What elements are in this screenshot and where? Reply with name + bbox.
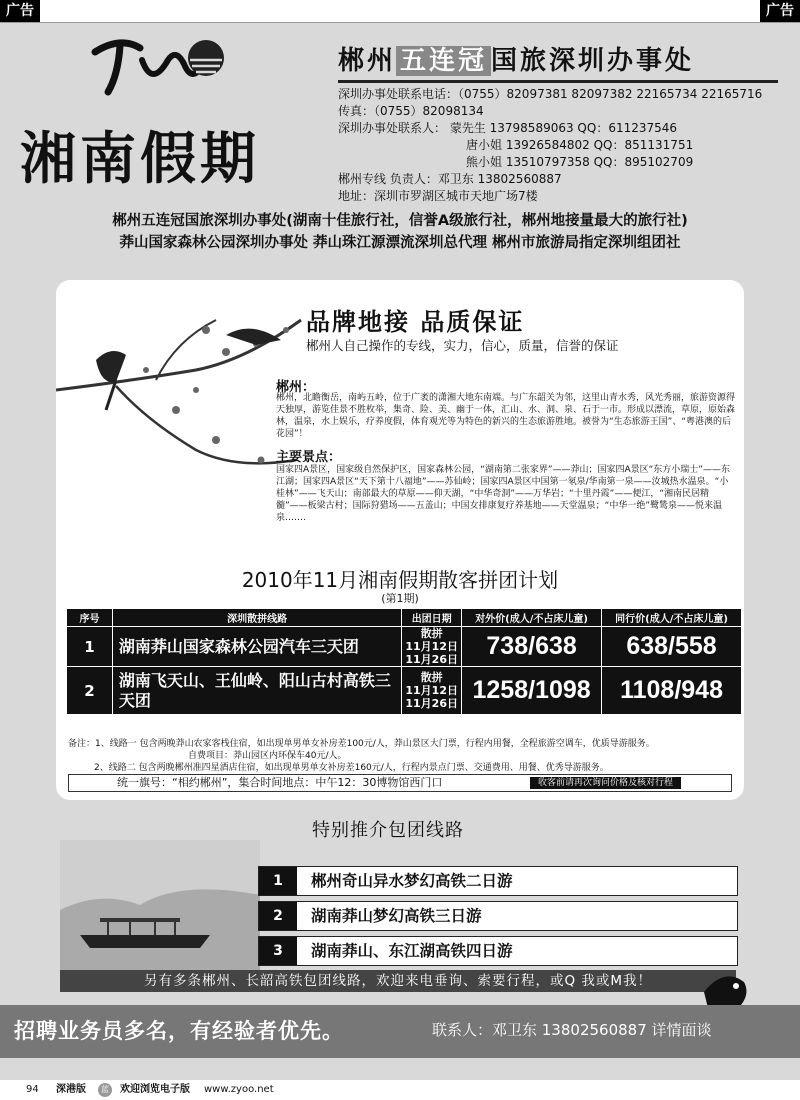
section-body-spots: 国家四A景区，国家级自然保护区，国家森林公园，“湖南第二张家界”——莽山；国家四A景区“东方小瑞士”——东江湖；国家四A景区“天下第十八福地”——苏仙岭；国家四A景区中国第一氡泉/华南第一泉——汝城热水温泉。“小桂林”——飞天山；南部最大的草原——仰天湖，“中华奇洞”——万华岩；“十里丹霞”——便江，“湘南民居精髓”——板梁古村；国际狩猎场——五盖山；中国女排康复疗养基地——天堂温泉；“中华一绝”鹭鸶泉——悦来温泉…….: [276, 465, 730, 523]
boat-scene-icon: [60, 840, 260, 970]
rally-text: 统一旗号：“相约郴州”，集合时间地点：中午12：30博物馆西门口: [117, 776, 443, 789]
col-header: 出团日期: [402, 609, 462, 627]
package-item: [258, 936, 738, 966]
slogan-sub: 郴州人自己操作的专线，实力，信心，质量，信誉的保证: [306, 338, 619, 353]
special-line: 郴州专线 负责人：邓卫东 13802560887: [338, 172, 562, 186]
contact-line: 唐小姐 13926584802 QQ：851131751: [466, 138, 694, 152]
office-title-highlight: 五连冠: [396, 46, 491, 76]
main-card: [56, 280, 744, 800]
peer-price: 1108/948: [602, 667, 742, 715]
fax-line: 传真：（0755）82098134: [338, 104, 484, 118]
plum-branch-icon: [56, 300, 306, 500]
notes: [68, 738, 738, 774]
recruit-headline: 招聘业务员多名，有经验者优先。: [14, 1019, 344, 1043]
package-name: 湖南莽山、东江湖高铁四日游: [311, 942, 513, 960]
footer: [0, 1080, 800, 1100]
phone-line: 深圳办事处联系电话：（0755）82097381 82097382 22165734 22165716: [338, 87, 763, 101]
intro-line: 郴州五连冠国旅深圳办事处(湖南十佳旅行社，信誉A级旅行社，郴州地接量最大的旅行社): [112, 213, 688, 229]
public-price: 738/638: [462, 627, 602, 667]
recruit-bar: [0, 1005, 800, 1058]
col-header: 序号: [67, 609, 113, 627]
route-name: 湖南飞天山、王仙岭、阳山古村高铁三天团: [112, 667, 401, 715]
package-item: [258, 901, 738, 931]
package-title: 特别推介包团线路: [312, 820, 464, 841]
ad-tag-left: 广告: [0, 0, 40, 22]
more-routes-bar: 另有多条郴州、长韶高铁包团线路，欢迎来电垂询、索要行程，或Q 我或M我！: [60, 970, 736, 992]
slogan: 品牌地接 品质保证: [306, 308, 525, 336]
tip-badge: 收客前请再次询问价格及核对行程: [530, 777, 681, 789]
plan-table: [66, 608, 742, 715]
package-name: 郴州奇山异水梦幻高铁二日游: [311, 872, 513, 890]
plan-title: 2010年11月湘南假期散客拼团计划: [241, 568, 559, 592]
contact-line: 深圳办事处联系人： 蒙先生 13798589063 QQ：611237546: [338, 121, 678, 135]
table-row: [67, 627, 742, 667]
logo-area: [20, 30, 310, 210]
package-number: 3: [259, 937, 297, 965]
ad-tag-right: 广告: [760, 0, 800, 22]
logo-mark-icon: [90, 30, 230, 100]
recruit-contact: 联系人：邓卫东 13802560887 详情面谈: [432, 1021, 712, 1039]
note-line: 自费项目：莽山园区内环保车40元/人。: [188, 751, 347, 761]
table-row: [67, 667, 742, 715]
intro-line: 莽山国家森林公园深圳办事处 莽山珠江源漂流深圳总代理 郴州市旅游局指定深圳组团社: [119, 235, 681, 251]
row-number: 2: [67, 667, 113, 715]
logo-title: 湘南假期: [20, 126, 260, 192]
contact-block: [338, 86, 762, 205]
welcome-text: 欢迎浏览电子版: [120, 1084, 190, 1095]
col-header: 同行价(成人/不占床儿童): [602, 609, 742, 627]
site-url[interactable]: www.zyoo.net: [204, 1084, 274, 1095]
section-head-spots: 主要景点：: [276, 450, 342, 465]
edition-label: 深港版: [56, 1084, 86, 1095]
section-head-chenzhou: 郴州：: [276, 380, 316, 395]
col-header: 对外价(成人/不占床儿童): [462, 609, 602, 627]
note-line: 2、线路二 包含两晚郴州准四星酒店住宿，如出现单男单女补房差160元/人，行程内景点门票、交通费用、用餐、优秀导游服务。: [94, 763, 609, 773]
col-header: 深圳散拼线路: [112, 609, 401, 627]
route-name: 湖南莽山国家森林公园汽车三天团: [112, 627, 401, 667]
depart-date: 散拼 11月12日 11月26日: [402, 667, 462, 715]
edition-badge-icon: 蓝: [98, 1083, 112, 1097]
package-number: 1: [259, 867, 297, 895]
public-price: 1258/1098: [462, 667, 602, 715]
depart-date: 散拼 11月12日 11月26日: [402, 627, 462, 667]
note-line: 备注：1、线路一 包含两晚莽山农家客栈住宿，如出现单男单女补房差100元/人，莽山景区大门票，行程内用餐，全程旅游空调车，优质导游服务。: [68, 739, 655, 749]
section-body-chenzhou: 郴州，北瞻衡岳，南屿五岭，位于广袤的潇湘大地东南端。与广东韶关为邻，这里山青水秀，风光秀丽，旅游资源得天独厚，游览佳景不胜枚举，集奇、险、美、幽于一体，汇山、水、洞、泉、石于一市。形成以漂流，草原，原始森林，温泉，水上娱乐，疗养度假，体育观光等为特色的新兴的生态旅游胜地。被誉为“生态旅游王国”、“粤港澳的后花园”！: [276, 393, 736, 439]
package-number: 2: [259, 902, 297, 930]
rally-box: [68, 774, 732, 792]
page-number: 94: [26, 1084, 39, 1095]
package-item: [258, 866, 738, 896]
contact-line: 熊小姐 13510797358 QQ：895102709: [466, 155, 694, 169]
peer-price: 638/558: [602, 627, 742, 667]
intro-block: [0, 210, 800, 254]
row-number: 1: [67, 627, 113, 667]
package-name: 湖南莽山梦幻高铁三日游: [311, 907, 482, 925]
address-line: 地址：深圳市罗湖区城市天地广场7楼: [338, 189, 538, 203]
office-title: 郴州 五连冠 国旅深圳办事处: [338, 46, 695, 76]
table-header-row: [67, 609, 742, 627]
title-rule: [338, 80, 778, 83]
plan-subtitle: (第1期): [381, 592, 419, 605]
